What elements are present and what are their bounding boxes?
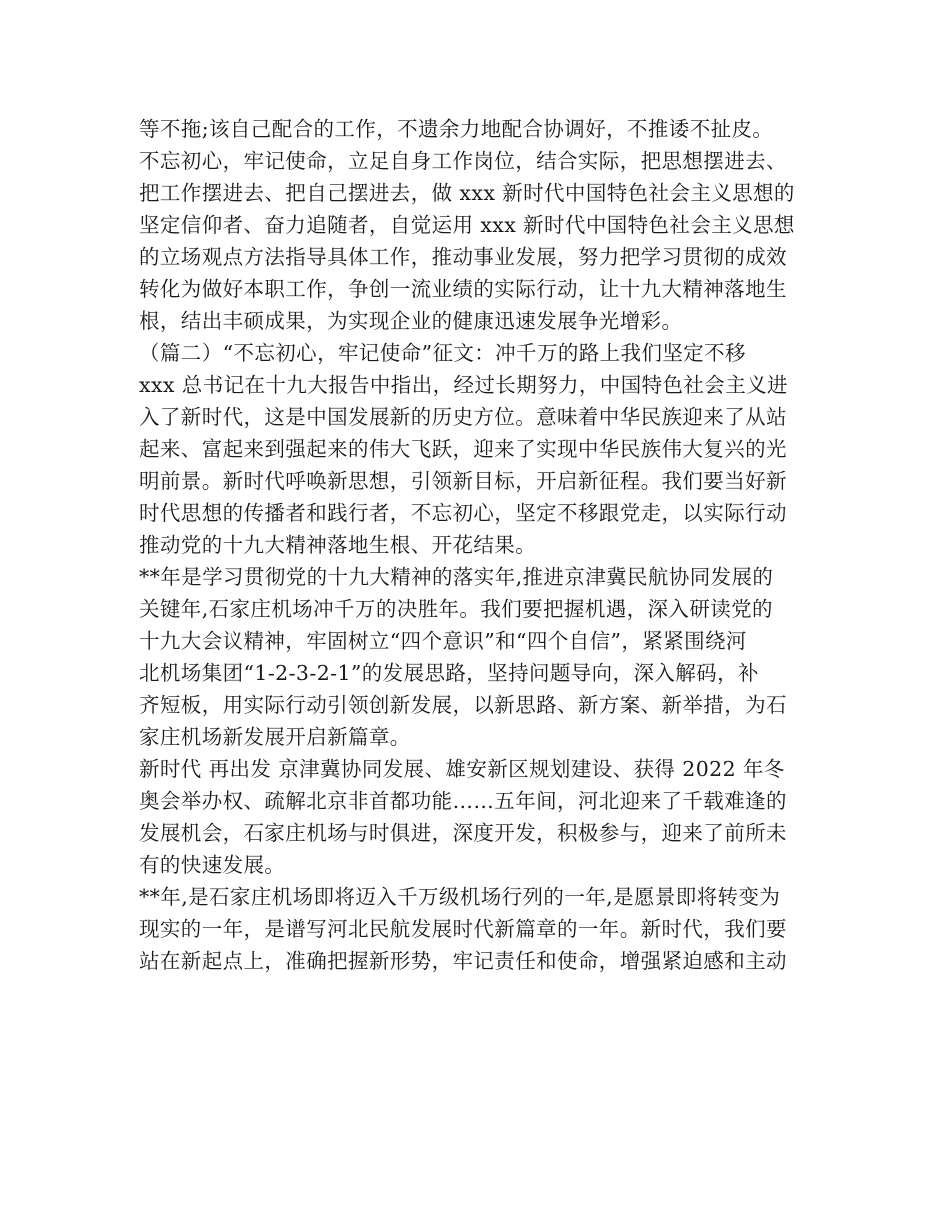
text-line: 时代思想的传播者和践行者，不忘初心，坚定不移跟党走，以实际行动 [139, 501, 787, 525]
text-line: 明前景。新时代呼唤新思想，引领新目标，开启新征程。我们要当好新 [139, 469, 787, 493]
text-line: 根，结出丰硕成果，为实现企业的健康迅速发展争光增彩。 [139, 309, 683, 333]
document-body [139, 113, 819, 977]
text-line: 推动党的十九大精神落地生根、开花结果。 [139, 533, 537, 557]
text-line: 北机场集团“1-2-3-2-1”的发展思路，坚持问题导向，深入解码，补 [139, 661, 759, 685]
text-line: 新时代 再出发 京津冀协同发展、雄安新区规划建设、获得 2022 年冬 [139, 757, 785, 781]
section-heading-line: （篇二）“不忘初心，牢记使命”征文：冲千万的路上我们坚定不移 [139, 341, 746, 365]
text-line: 不忘初心，牢记使命，立足自身工作岗位，结合实际，把思想摆进去、 [139, 149, 787, 173]
text-line: 入了新时代，这是中国发展新的历史方位。意味着中华民族迎来了从站 [139, 405, 787, 429]
text-line: 站在新起点上，准确把握新形势，牢记责任和使命，增强紧迫感和主动 [139, 949, 787, 973]
text-line: xxx 总书记在十九大报告中指出，经过长期努力，中国特色社会主义进 [139, 373, 788, 397]
text-line: 家庄机场新发展开启新篇章。 [139, 725, 411, 749]
text-line: 等不拖;该自己配合的工作，不遗余力地配合协调好，不推诿不扯皮。 [139, 117, 774, 141]
text-line: 关键年,石家庄机场冲千万的决胜年。我们要把握机遇，深入研读党的 [139, 597, 773, 621]
text-line: 把工作摆进去、把自己摆进去，做 xxx 新时代中国特色社会主义思想的 [139, 181, 795, 205]
text-line: 起来、富起来到强起来的伟大飞跃，迎来了实现中华民族伟大复兴的光 [139, 437, 787, 461]
text-line: 齐短板，用实际行动引领创新发展，以新思路、新方案、新举措，为石 [139, 693, 787, 717]
text-line: 现实的一年，是谱写河北民航发展时代新篇章的一年。新时代，我们要 [139, 917, 787, 941]
text-line: 的立场观点方法指导具体工作，推动事业发展，努力把学习贯彻的成效 [139, 245, 787, 269]
text-line: **年,是石家庄机场即将迈入千万级机场行列的一年,是愿景即将转变为 [139, 885, 781, 909]
text-line: 坚定信仰者、奋力追随者，自觉运用 xxx 新时代中国特色社会主义思想 [139, 213, 795, 237]
text-line: 十九大会议精神，牢固树立“四个意识”和“四个自信”，紧紧围绕河 [139, 629, 747, 653]
text-line: 奥会举办权、疏解北京非首都功能……五年间，河北迎来了千载难逢的 [139, 789, 787, 813]
text-line: 有的快速发展。 [139, 853, 286, 877]
text-line: 转化为做好本职工作，争创一流业绩的实际行动，让十九大精神落地生 [139, 277, 787, 301]
text-line: 发展机会，石家庄机场与时俱进，深度开发，积极参与，迎来了前所未 [139, 821, 787, 845]
text-line: **年是学习贯彻党的十九大精神的落实年,推进京津冀民航协同发展的 [139, 565, 774, 589]
